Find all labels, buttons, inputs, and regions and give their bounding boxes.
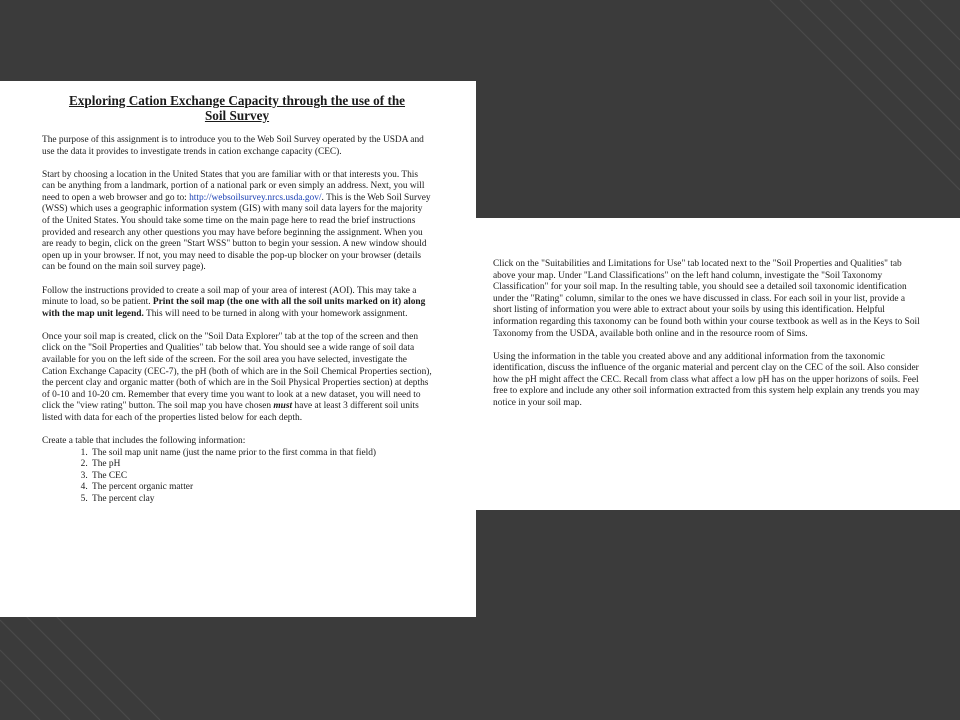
print-instruction-bold: Print the soil map (the one with all the soil units marked on it) along with the map unit legend. (42, 297, 426, 319)
list-item: 2. The pH (90, 459, 432, 471)
title-line-2: Soil Survey (204, 108, 270, 123)
list-intro: Create a table that includes the following information: (42, 436, 246, 447)
paragraph-start (42, 170, 432, 274)
paragraph-start-text: Start by choosing a location in the United States that you are familiar with or that interests you. This can be anything from a landmark, portion of a national park or even simply an address. Next, you will need to open a web browser and go to: (42, 169, 425, 203)
paragraph-soil-map-end: This will need to be turned in along with your homework assignment. (143, 308, 408, 319)
web-soil-survey-link[interactable]: http://websoilsurvey.nrcs.usda.gov/ (189, 192, 322, 203)
document-title (42, 93, 432, 123)
list-item: 5. The percent clay (90, 494, 432, 506)
list-item: 1. The soil map unit name (just the name prior to the first comma in that field) (90, 448, 432, 460)
paragraph-soil-map (42, 286, 432, 321)
list-item: 4. The percent organic matter (90, 482, 432, 494)
paragraph-data-explorer-end: have at least 3 different soil units listed with data for each of the properties listed below for each depth. (42, 401, 419, 423)
paragraph-data-explorer-text: Once your soil map is created, click on the "Soil Data Explorer" tab at the top of the screen and then click on the "Soil Properties and Qualities" tab below that. You should see a wide range of soil data available for you on the left side of the screen. For the soil area you have selected, investigate the Cation Exchange Capacity (CEC-7), the pH (both of which are in the Soil Chemical Properties section), the percent clay and organic matter (both of which are in the Soil Physical Properties section) at depths of 0-10 and 10-20 cm. Remember that every time you want to look at a new dataset, you will need to click the "view rating" button. The soil map you have chosen (42, 331, 432, 412)
paragraph-purpose: The purpose of this assignment is to introduce you to the Web Soil Survey operated by the USDA and use the data it provides to investigate trends in cation exchange capacity (CEC). (42, 135, 424, 157)
emphasis-must: must (273, 401, 293, 412)
document-page-right (476, 218, 960, 510)
paragraph-data-explorer (42, 332, 432, 425)
paragraph-discussion: Using the information in the table you created above and any additional information from the taxonomic identification, discuss the influence of the organic material and percent clay on the CEC of the soil. Also consider how the pH might affect the CEC. Recall from class what affect a low pH has on the upper horizons of soils. Feel free to explore and include any other soil information extracted from this system help explain any trends you may notice in your soil map. (493, 351, 920, 409)
document-page-left (0, 81, 476, 617)
paragraph-start-text-end: . This is the Web Soil Survey (WSS) which uses a geographic information system (GIS) with many soil data layers for the majority of the United States. You should take some time on the main page here to read the brief instructions provided and research any other questions you may have before beginning the assignment. When you are ready to begin, click on the green "Start WSS" button to begin your session. A new window should open up in your browser. If not, you may need to disable the pop-up blocker on your browser (details can be found on the main soil survey page). (42, 192, 431, 273)
requirements-list (42, 448, 432, 506)
paragraph-suitabilities: Click on the "Suitabilities and Limitations for Use" tab located next to the "Soil Properties and Qualities" tab above your map. Under "Land Classifications" on the left hand column, investigate the "Soil Taxonomy Classification" for your soil map. In the resulting table, you should see a detailed soil taxonomic identification under the "Rating" column, similar to the ones we have discussed in class. For each soil in your list, provide a short listing of information you were able to extract about your soils by using this identification. Helpful information regarding this taxonomy can be found both within your course textbook as well as in the Keys to Soil Taxonomy from the USDA, available both online and in the resource room of Sims. (493, 259, 920, 339)
title-line-1: Exploring Cation Exchange Capacity through the use of the (68, 93, 406, 108)
paragraph-soil-map-text: Follow the instructions provided to create a soil map of your area of interest (AOI). This may take a minute to load, so be patient. (42, 285, 417, 308)
list-item: 3. The CEC (90, 471, 432, 483)
